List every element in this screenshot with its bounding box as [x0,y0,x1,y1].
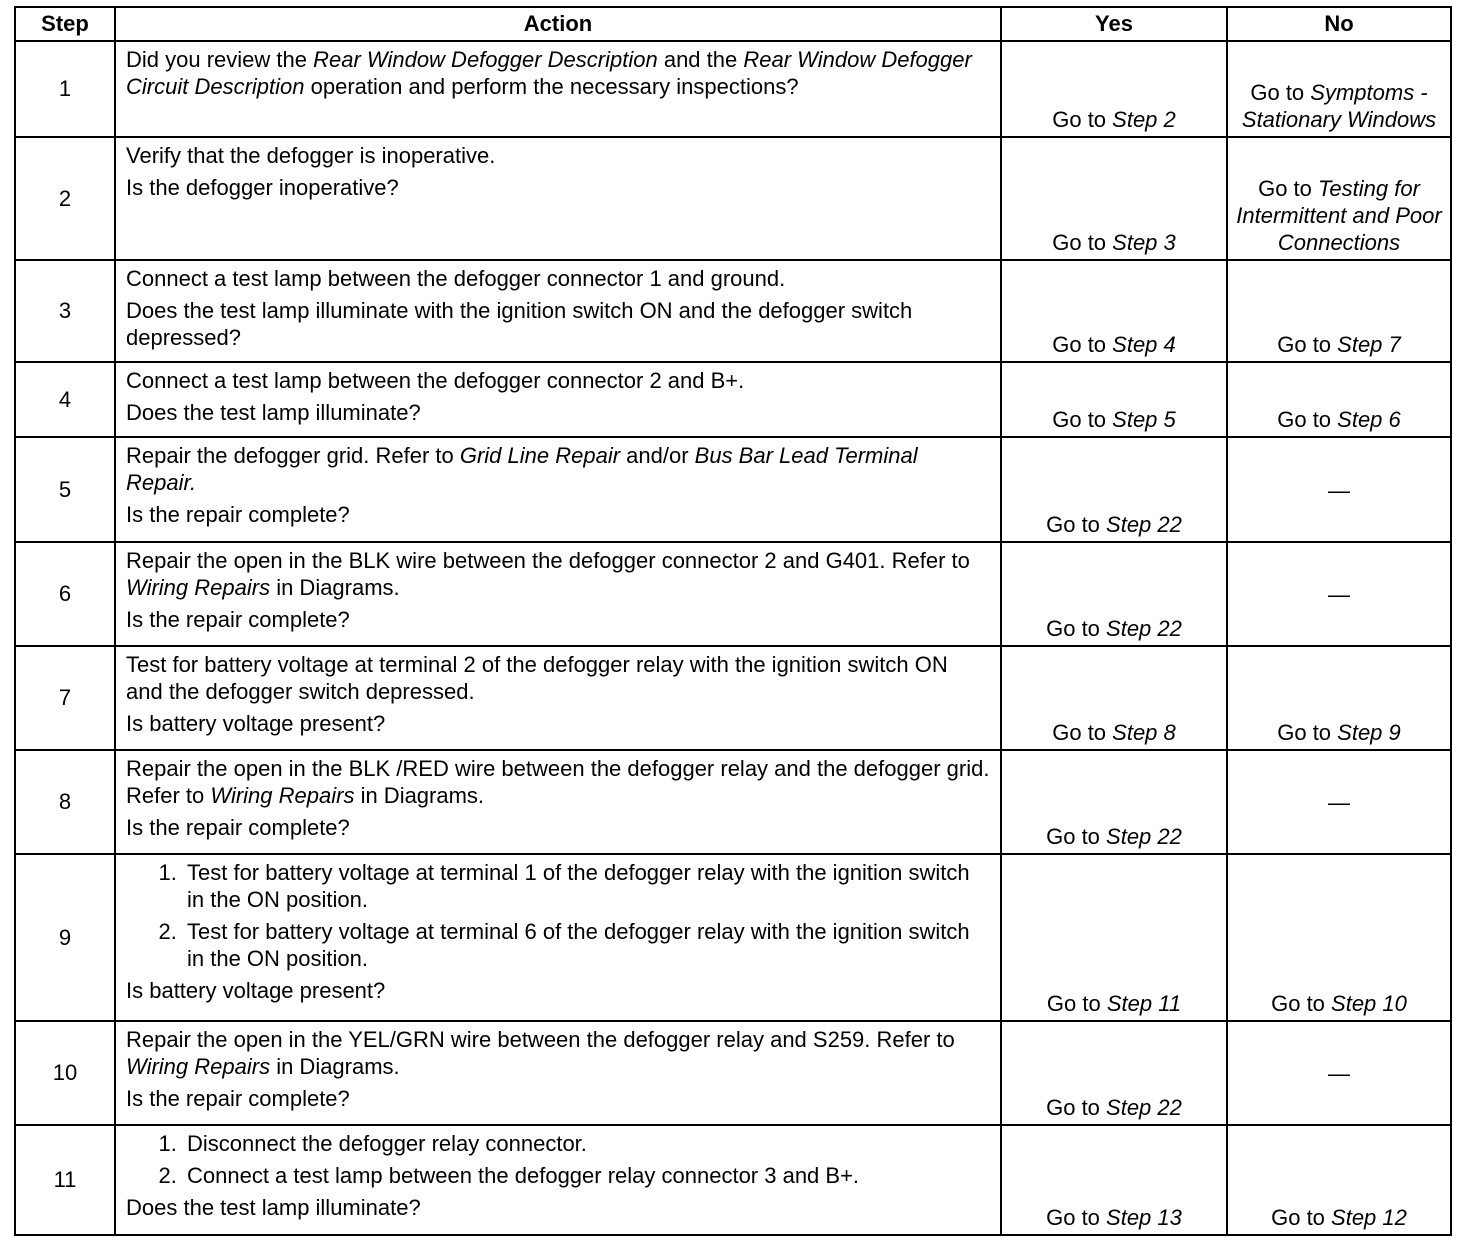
no-cell [1227,646,1451,750]
reference-text: Bus Bar Lead Terminal Repair. [126,443,918,495]
reference-text: Step 22 [1106,824,1182,849]
yes-cell [1001,437,1227,542]
text-segment: Go to [1052,332,1113,357]
action-paragraph [126,755,990,809]
reference-text: Rear Window Defogger Circuit Description [126,47,972,99]
reference-text: Step 4 [1112,332,1176,357]
reference-text: Step 10 [1331,991,1407,1016]
table-row [15,854,1451,1021]
text-segment: Does the test lamp illuminate? [126,400,421,425]
text-segment: Go to [1052,107,1113,132]
text-segment: Go to [1046,1205,1107,1230]
table-row [15,437,1451,542]
action-paragraph [126,547,990,601]
step-number: 10 [15,1021,115,1125]
step-number: 4 [15,362,115,437]
action-paragraph [126,46,990,100]
text-segment: Go to [1277,407,1338,432]
table-body [15,41,1451,1235]
text-segment: in Diagrams. [354,783,485,808]
yes-cell [1001,1021,1227,1125]
no-cell [1227,41,1451,137]
yes-cell [1001,542,1227,646]
text-segment: in Diagrams. [270,575,400,600]
text-segment: Repair the open in the BLK /RED wire between the defogger relay and the defogger grid. Refer to [126,756,990,808]
text-segment: — [1328,790,1350,815]
text-segment: Is the repair complete? [126,607,350,632]
text-segment: Go to [1277,720,1338,745]
text-segment: Go to [1046,824,1107,849]
reference-text: Step 8 [1112,720,1176,745]
yes-cell [1001,260,1227,362]
reference-text: Step 22 [1106,512,1182,537]
text-segment: — [1328,477,1350,503]
list-item: 1. Test for battery voltage at terminal 1 of the defogger relay with the ignition switch in the ON position. [183,859,990,913]
action-paragraph [126,814,990,841]
action-cell [115,137,1001,260]
step-number: 7 [15,646,115,750]
step-number: 5 [15,437,115,542]
no-cell [1227,542,1451,646]
action-paragraph [126,606,990,633]
text-segment: Is battery voltage present? [126,711,386,736]
text-segment: in Diagrams. [270,1054,400,1079]
reference-text: Step 6 [1337,407,1401,432]
action-cell [115,362,1001,437]
action-paragraph [126,710,990,737]
table-row [15,1125,1451,1235]
list-item: 2. Connect a test lamp between the defogger relay connector 3 and B+. [183,1162,990,1189]
header-yes: Yes [1001,7,1227,41]
table-row [15,137,1451,260]
action-cell [115,854,1001,1021]
yes-cell [1001,41,1227,137]
yes-cell [1001,1125,1227,1235]
action-cell [115,1125,1001,1235]
text-segment: Repair the open in the BLK wire between the defogger connector 2 and G401. Refer to [126,548,970,573]
no-cell [1227,854,1451,1021]
text-segment: Go to [1052,230,1113,255]
text-segment: Is battery voltage present? [126,978,386,1003]
table-row [15,362,1451,437]
text-segment: and/or [620,443,695,468]
action-paragraph [126,297,990,351]
text-segment: Repair the defogger grid. Refer to [126,443,460,468]
header-no: No [1227,7,1451,41]
table-row [15,1021,1451,1125]
text-segment: Go to [1271,1205,1332,1230]
header-row [15,7,1451,41]
reference-text: Testing for Intermittent and Poor Connections [1236,176,1442,255]
action-paragraph [126,501,990,528]
text-segment: Go to [1046,512,1107,537]
text-segment: Verify that the defogger is inoperative. [126,143,496,168]
action-paragraph [126,367,990,394]
reference-text: Step 12 [1331,1205,1407,1230]
action-paragraph [126,977,990,1004]
reference-text: Step 11 [1106,991,1182,1016]
step-number: 3 [15,260,115,362]
reference-text: Step 3 [1112,230,1176,255]
action-cell [115,646,1001,750]
text-segment: — [1328,1061,1350,1086]
text-segment: Go to [1052,720,1113,745]
no-cell [1227,362,1451,437]
no-cell [1227,1125,1451,1235]
reference-text: Step 9 [1337,720,1401,745]
step-number: 6 [15,542,115,646]
step-number: 8 [15,750,115,854]
action-cell [115,41,1001,137]
action-paragraph [126,1026,990,1080]
text-segment: Go to [1277,332,1338,357]
list-item: 2. Test for battery voltage at terminal 6 of the defogger relay with the ignition switch in the ON position. [183,918,990,972]
step-number: 2 [15,137,115,260]
text-segment: Did you review the [126,47,314,72]
no-cell [1227,137,1451,260]
reference-text: Step 5 [1112,407,1176,432]
reference-text: Wiring Repairs [126,1054,271,1079]
action-paragraph [126,651,990,705]
yes-cell [1001,137,1227,260]
text-segment: Go to [1046,1095,1107,1120]
action-paragraph [126,265,990,292]
text-segment: Test for battery voltage at terminal 2 of the defogger relay with the ignition switch ON and the defogger switch depressed. [126,652,948,704]
action-paragraph [126,1194,990,1221]
text-segment: Go to [1046,991,1107,1016]
table-row [15,41,1451,137]
yes-cell [1001,750,1227,854]
step-number: 11 [15,1125,115,1235]
yes-cell [1001,646,1227,750]
text-segment: Repair the open in the YEL/GRN wire between the defogger relay and S259. Refer to [126,1027,955,1052]
text-segment: Connect a test lamp between the defogger connector 1 and ground. [126,266,786,291]
reference-text: Step 7 [1337,332,1401,357]
no-cell [1227,260,1451,362]
action-cell [115,750,1001,854]
action-steps-list [126,1130,990,1189]
table-row [15,646,1451,750]
reference-text: Grid Line Repair [459,443,621,468]
no-cell [1227,1021,1451,1125]
text-segment: Is the repair complete? [126,1086,350,1111]
action-paragraph [126,1085,990,1112]
step-number: 9 [15,854,115,1021]
text-segment: Is the repair complete? [126,815,350,840]
header-step: Step [15,7,115,41]
action-paragraph [126,442,990,496]
action-steps-list [126,859,990,972]
reference-text: Wiring Repairs [126,575,271,600]
text-segment: and the [657,47,744,72]
text-segment: Go to [1250,80,1311,105]
diagnostic-table [14,6,1452,1236]
text-segment: operation and perform the necessary inspections? [304,74,799,99]
reference-text: Step 13 [1106,1205,1182,1230]
action-paragraph [126,399,990,426]
action-cell [115,542,1001,646]
action-cell [115,437,1001,542]
reference-text: Wiring Repairs [210,783,355,808]
text-segment: Does the test lamp illuminate with the ignition switch ON and the defogger switch depressed? [126,298,913,350]
table-row [15,260,1451,362]
yes-cell [1001,362,1227,437]
table-row [15,542,1451,646]
no-cell [1227,437,1451,542]
text-segment: Connect a test lamp between the defogger connector 2 and B+. [126,368,745,393]
text-segment: Go to [1046,616,1107,641]
text-segment: Does the test lamp illuminate? [126,1195,421,1220]
text-segment: — [1328,582,1350,607]
yes-cell [1001,854,1227,1021]
reference-text: Step 22 [1106,616,1182,641]
action-cell [115,260,1001,362]
step-number: 1 [15,41,115,137]
table-row [15,750,1451,854]
no-cell [1227,750,1451,854]
text-segment: Is the defogger inoperative? [126,175,399,200]
reference-text: Symptoms - Stationary Windows [1241,80,1437,132]
action-cell [115,1021,1001,1125]
text-segment: Go to [1052,407,1113,432]
reference-text: Step 2 [1112,107,1176,132]
action-paragraph [126,174,990,201]
text-segment: Go to [1271,991,1332,1016]
reference-text: Step 22 [1106,1095,1182,1120]
header-action: Action [115,7,1001,41]
text-segment: Go to [1258,176,1318,201]
text-segment: Is the repair complete? [126,502,350,527]
list-item: 1. Disconnect the defogger relay connector. [183,1130,990,1157]
reference-text: Rear Window Defogger Description [313,47,658,72]
action-paragraph [126,142,990,169]
